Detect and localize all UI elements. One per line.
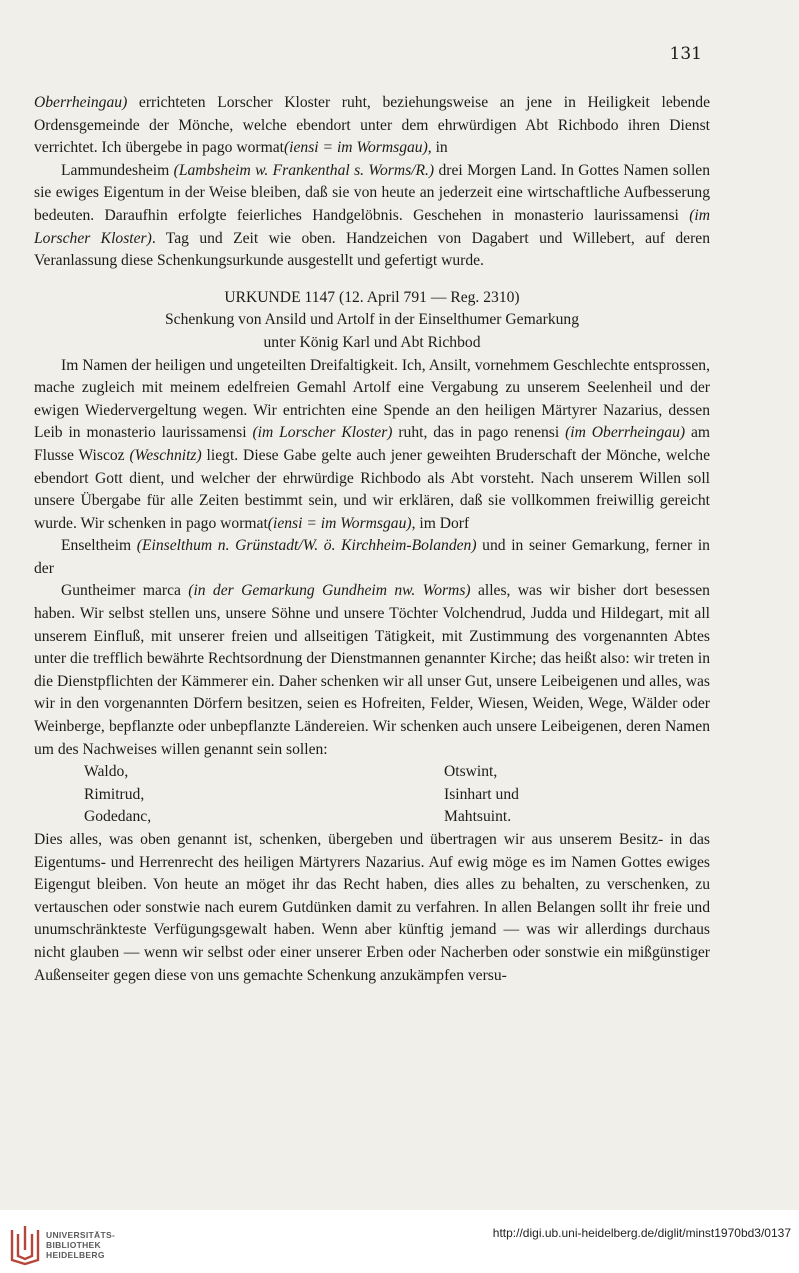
library-logo-text[interactable] [46, 1230, 115, 1260]
italic-annotation: (im Lorscher Kloster) [252, 424, 393, 442]
permalink-url[interactable]: http://digi.ub.uni-heidelberg.de/diglit/minst1970bd3/0137 [492, 1226, 791, 1240]
italic-annotation: (im Oberrheingau) [565, 424, 686, 442]
heidelberg-library-logo-icon[interactable] [8, 1224, 42, 1266]
serf-name: Godedanc, [84, 808, 152, 826]
italic-annotation: (iensi = im Wormsgau) [283, 139, 428, 157]
serf-name: Mahtsuint. [444, 808, 512, 826]
text-run: drei Morgen Land. In Gottes Namen sollen sie ewiges Eigentum in der Weise bleiben, daß sie von heute an jederzeit eine wirtschaftliche Aufbesserung bedeuten. Daraufhin erfolgte feierliches Handgelöbnis. Geschehen in monasterio laurissamensi [34, 161, 710, 224]
text-run: Enseltheim [61, 537, 137, 555]
document-subheading-line-2: unter König Karl und Abt Richbod [263, 333, 481, 351]
viewer-footer [0, 1210, 799, 1273]
document-subheading-line-1: Schenkung von Ansild und Artolf in der Einselthumer Gemarkung [164, 311, 580, 329]
text-run: Guntheimer marca [61, 582, 189, 600]
text-run: errichteten Lorscher Kloster ruht, beziehungsweise an jene in Heiligkeit lebende Ordensgemeinde der Mönche, welche ebendort unter dem ehrwürdigen Abt Richbodo ihren Dienst verrichtet. Ich übergebe in pago wormat [34, 94, 710, 157]
text-run: ruht, das in pago renensi [392, 424, 566, 442]
document-paragraph-1 [34, 355, 710, 536]
text-run: Im Namen der heiligen und ungeteilten Dreifaltigkeit. Ich, Ansilt, vornehmem Geschlechte entsprossen, mache zugleich mit meinem edelfreien Gemahl Artolf eine Vergabung zu unserem Seelenheil und der ewigen Wiedervergeltung wegen. Wir entrichten eine Spende an den heiligen Märtyrer Nazarius, dessen Leib in monasterio laurissamensi [34, 356, 710, 442]
page-number: 131 [669, 44, 702, 64]
logo-text-line: HEIDELBERG [46, 1250, 105, 1260]
document-heading: URKUNDE 1147 (12. April 791 — Reg. 2310) [224, 288, 520, 306]
italic-annotation: (iensi = im Wormsgau) [267, 514, 412, 532]
italic-annotation: (Weschnitz) [129, 446, 202, 464]
text-run: liegt. Diese Gabe gelte auch jener geweihten Bruderschaft der Mönche, welche ebendort Gott dient, und welcher der ehrwürdige Richbodo als Abt vorsteht. Nach unserem Willen soll unsere Übergabe für alle Zeiten bestimmt sein, und wir erklären, daß sie vollkommen freiwillig gereicht wurde. Wir schenken in pago wormat [34, 446, 710, 532]
intro-paragraph-2 [34, 160, 710, 273]
logo-text-line: UNIVERSITÄTS- [46, 1230, 116, 1240]
document-paragraph-4 [34, 829, 710, 987]
italic-annotation: (Einselthum n. Grünstadt/W. ö. Kirchheim-Bolanden) [136, 537, 477, 555]
serf-name: Rimitrud, [84, 785, 145, 803]
text-run: Lammundesheim [61, 161, 174, 179]
text-run: , im Dorf [411, 514, 470, 532]
text-run: Dies alles, was oben genannt ist, schenken, übergeben und übertragen wir aus unserem Besitz- in das Eigentums- und Herrenrecht des heiligen Märtyrers Nazarius. Auf ewig möge es im Namen Gottes ewiges Eigengut bleiben. Von heute an möget ihr das Recht haben, dies alles zu behalten, zu verschenken, zu vertauschen oder sonstwie nach eurem Gutdünken damit zu verfahren. In allen Belangen sollt ihr freie und unumschränkteste Verfügungsgewalt haben. Wenn aber künftig jemand — was wir allerdings durchaus nicht glauben — wenn wir selbst oder einer unserer Erben oder Nacherben oder sonstwie ein mißgünstiger Außenseiter gegen diese von uns gemachte Schenkung anzukämpfen versu- [34, 831, 710, 984]
serf-name: Otswint, [444, 763, 498, 781]
text-run: und in seiner Gemarkung, ferner in der [34, 537, 710, 577]
intro-paragraph-1 [34, 92, 710, 160]
serf-names-list [34, 761, 710, 829]
italic-annotation: (im Lorscher Kloster) [34, 206, 710, 247]
text-run: , in [427, 139, 448, 157]
italic-annotation: (in der Gemarkung Gundheim nw. Worms) [188, 582, 471, 600]
serf-name: Isinhart und [444, 785, 519, 803]
document-paragraph-3 [34, 580, 710, 761]
document-paragraph-2 [34, 535, 710, 580]
logo-text-line: BIBLIOTHEK [46, 1240, 101, 1250]
italic-annotation: (Lambsheim w. Frankenthal s. Worms/R.) [173, 161, 435, 179]
text-run: am Flusse Wiscoz [34, 424, 711, 464]
page-body [34, 92, 710, 987]
text-run: alles, was wir bisher dort besessen haben. Wir selbst stellen uns, unsere Söhne und unsere Töchter Volchendrud, Judda und Hildegart, mit all unserem Einfluß, mit unserer freien und allseitigen Tätigkeit, mit Zustimmung des vorgenannten Abtes unter die trefflich bewährte Rechtsordnung der Dienstmannen genannter Kirche; das heißt also: wir treten in die Dienstpflichten der Kämmerer ein. Daher schenken wir all unser Gut, unsere Leibeigenen und alles, was wir in den vorgenannten Dörfern besitzen, seien es Hofreiten, Felder, Wiesen, Weiden, Wege, Wälder oder Weinberge, bepflanzte oder unbepflanzte Ländereien. Wir schenken auch unsere Leibeigenen, deren Namen um des Nachweises willen genannt sein sollen: [34, 582, 710, 758]
text-run: . Tag und Zeit wie oben. Handzeichen von Dagabert und Willebert, auf deren Veranlassung diese Schenkungsurkunde ausgestellt und gefertigt wurde. [34, 229, 710, 270]
serf-name: Waldo, [84, 763, 129, 781]
italic-annotation: Oberrheingau) [34, 94, 128, 111]
